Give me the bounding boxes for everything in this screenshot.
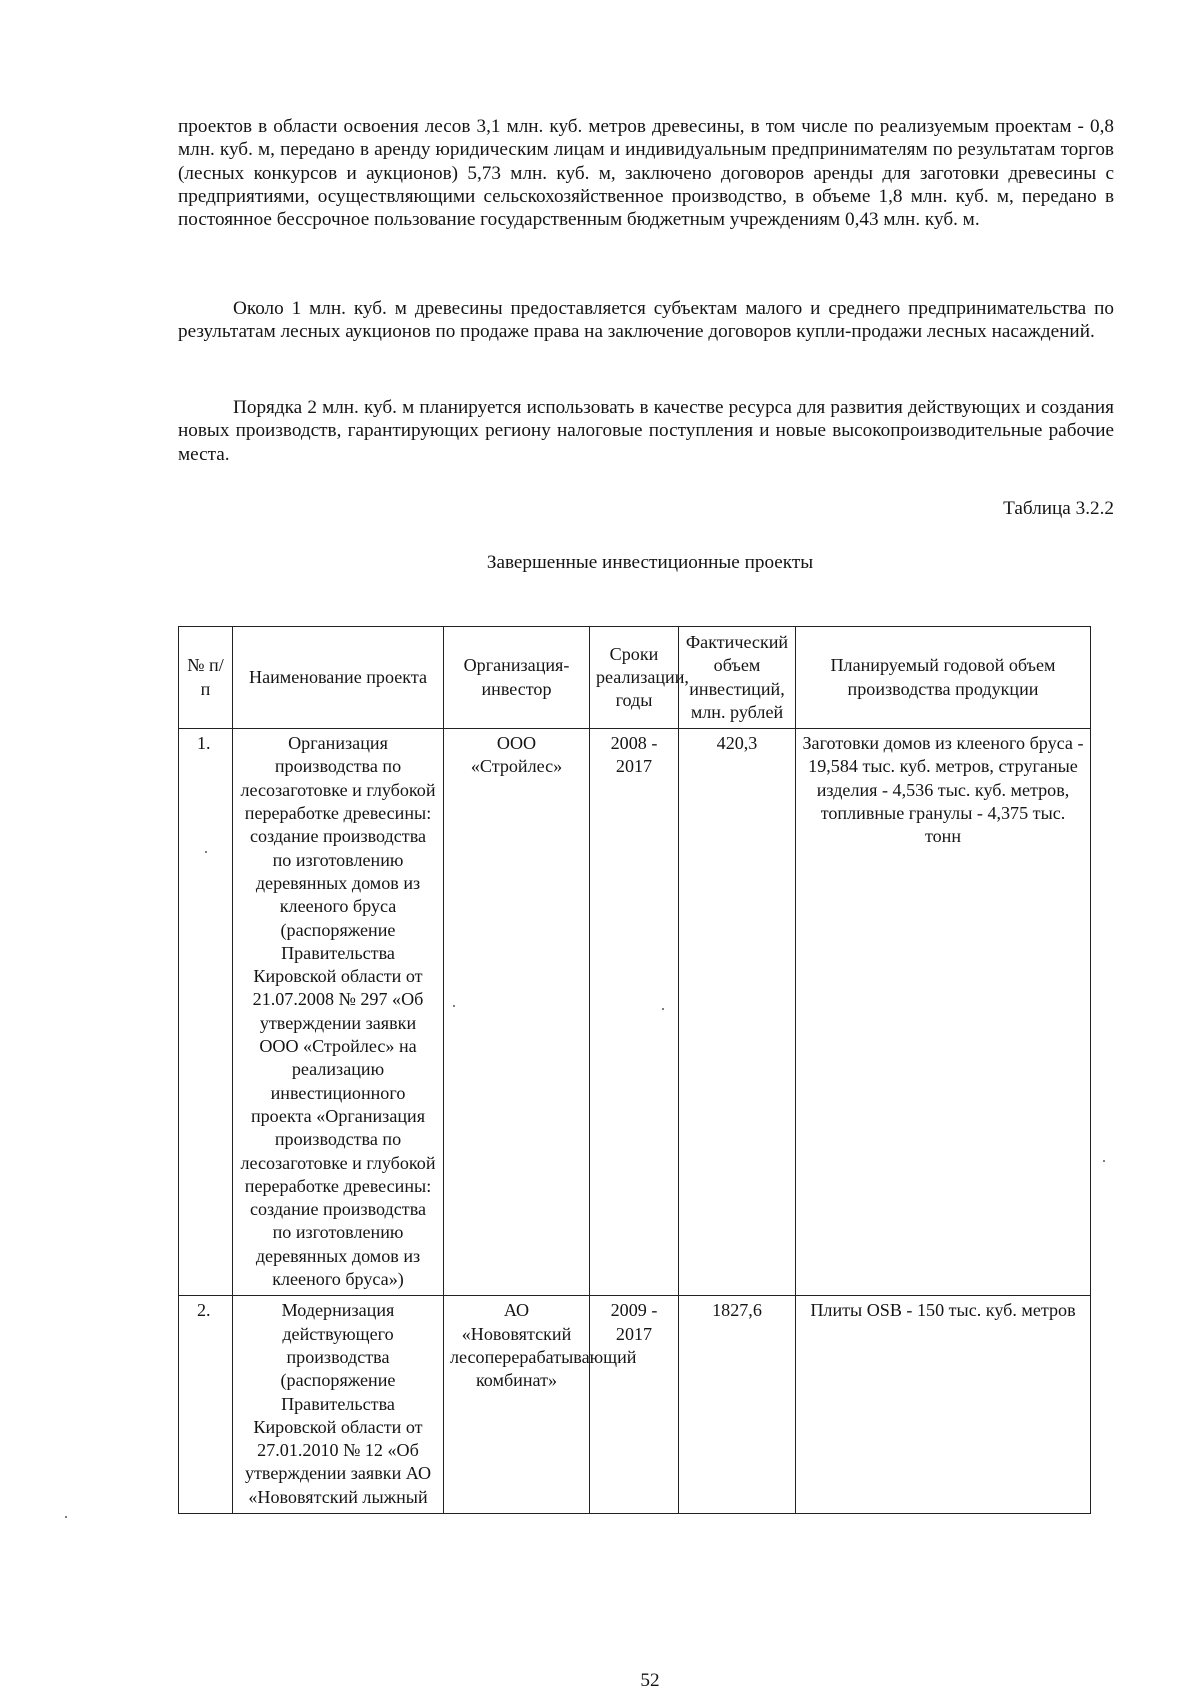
- scan-speck: [1103, 1160, 1105, 1162]
- paragraph-2: Около 1 млн. куб. м древесины предоставляется субъектам малого и среднего предпринимательства по результатам лесных аукционов по продаже права на заключение договоров купли-продажи лесных насаждений.: [178, 298, 1114, 343]
- header-num: № п/п: [179, 627, 233, 729]
- row-output: Заготовки домов из клееного бруса - 19,584 тыс. куб. метров, струганые изделия - 4,536 тыс. куб. метров, топливные гранулы - 4,375 тыс. тонн: [796, 729, 1091, 1296]
- row-org: АО «Нововятский лесоперерабатывающий комбинат»: [444, 1296, 590, 1514]
- table-row: [179, 1296, 1091, 1514]
- row-period: 2009 - 2017: [590, 1296, 679, 1514]
- table-header-row: [179, 627, 1091, 729]
- row-num: 1.: [179, 729, 233, 1296]
- row-period: 2008 - 2017: [590, 729, 679, 1296]
- row-output: Плиты OSB - 150 тыс. куб. метров: [796, 1296, 1091, 1514]
- paragraph-3: Порядка 2 млн. куб. м планируется использовать в качестве ресурса для развития действующих и создания новых производств, гарантирующих региону налоговые поступления и новые высокопроизводительные рабочие места.: [178, 397, 1114, 465]
- header-period: Сроки реализации, годы: [590, 627, 679, 729]
- table-title: Завершенные инвестиционные проекты: [486, 552, 814, 573]
- row-name: Модернизация действующего производства (распоряжение Правительства Кировской области от 27.01.2010 № 12 «Об утверждении заявки АО «Нововятский лыжный: [233, 1296, 444, 1514]
- scan-speck: [662, 1008, 664, 1010]
- page-number: 52: [640, 1670, 660, 1691]
- header-invest: Фактический объем инвестиций, млн. рублей: [679, 627, 796, 729]
- scan-speck: [205, 851, 207, 853]
- table-row: [179, 729, 1091, 1296]
- investment-projects-table: [178, 626, 1091, 1514]
- row-num: 2.: [179, 1296, 233, 1514]
- row-invest: 420,3: [679, 729, 796, 1296]
- table-label: Таблица 3.2.2: [1003, 498, 1114, 519]
- row-invest: 1827,6: [679, 1296, 796, 1514]
- row-name: Организация производства по лесозаготовке и глубокой переработке древесины: создание производства по изготовлению деревянных домов из клееного бруса (распоряжение Правительства Кировской области от 21.07.2008 № 297 «Об утверждении заявки ООО «Стройлес» на реализацию инвестиционного проекта «Организация производства по лесозаготовке и глубокой переработке древесины: создание производства по изготовлению деревянных домов из клееного бруса»): [233, 729, 444, 1296]
- header-name: Наименование проекта: [233, 627, 444, 729]
- paragraph-1: проектов в области освоения лесов 3,1 млн. куб. метров древесины, в том числе по реализуемым проектам - 0,8 млн. куб. м, передано в аренду юридическим лицам и индивидуальным предпринимателям по результатам торгов (лесных конкурсов и аукционов) 5,73 млн. куб. м, заключено договоров аренды для заготовки древесины с предприятиями, осуществляющими сельскохозяйственное производство, в объеме 1,8 млн. куб. м, передано в постоянное бессрочное пользование государственным бюджетным учреждениям 0,43 млн. куб. м.: [178, 116, 1114, 231]
- header-org: Организация-инвестор: [444, 627, 590, 729]
- scan-speck: [453, 1005, 455, 1007]
- scan-speck: [65, 1516, 67, 1518]
- header-output: Планируемый годовой объем производства продукции: [796, 627, 1091, 729]
- row-org: ООО «Стройлес»: [444, 729, 590, 1296]
